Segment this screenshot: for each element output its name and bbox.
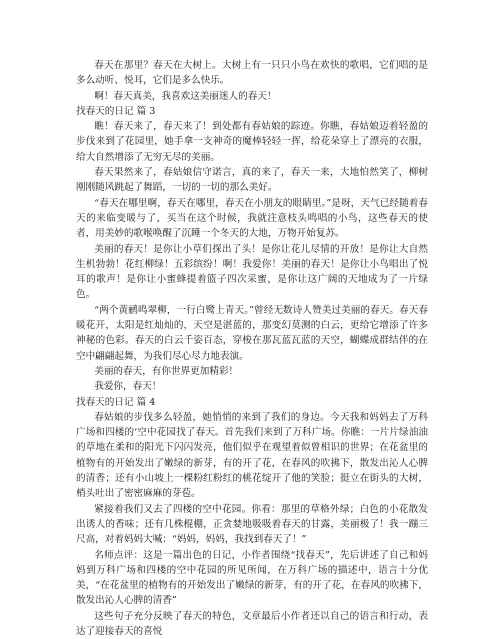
paragraph: 春天果然来了，春姑娘信守诺言，真的来了，春天一来，大地怕然笑了，柳树刚刚随风跳起了舞蹈，一切的一切的那么美好。 [76, 167, 428, 194]
section-heading: 找春天的日记 篇 4 [76, 396, 156, 408]
paragraph: 紧接着我们又去了四楼的空中花园。你看：那里的草格外绿；白色的小花散发出诱人的香味；还有几株棍棚，正贪婪地吸吸着春天的甘露，美丽极了！我一蹦三尺高，对着妈妈大喊：“妈妈，妈妈，我找到春天了！” [76, 503, 428, 546]
paragraph: 我爱你，春天！ [94, 381, 162, 393]
paragraph: “春天在哪里啊，春天在哪里，春天在小朋友的眼睛里。”是呀，天气已经随着春天的来临变暖与了，买当在这个时候，我就注意枝头鸣唱的小鸟，这些春天的使者，用美妙的歌喉唤醒了沉睡一个冬天的大地，万物开始复苏。 [76, 197, 428, 240]
document-page [76, 58, 428, 637]
paragraph: 春天在那里？春天在大树上。大树上有一只只小鸟在欢快的歌唱，它们唱的是多么动听、悦耳，它们是多么快乐。 [76, 60, 428, 87]
paragraph: 美丽的春天，有你世界更加精彩！ [94, 365, 239, 377]
paragraph: 瞧！春天来了，春天来了！到处都有春姑娘的踪迹。你瞧，春姑娘迈着轻盈的步伐来到了花园里，她手拿一支神奇的魔棒轻轻一挥，给花朵穿上了漂亮的衣服，给大自然增添了无穷无尽的美丽。 [76, 121, 428, 163]
paragraph: 名师点评：这是一篇出色的日记，小作者围绕“找春天”，先后讲述了自己和妈妈到万科广场和四楼的空中花园的所见所闻，在万科广场的描述中，语言十分优美，“在花盆里的植物有的开始发出了嫩绿的新芽，有的开了花，在春风的吹拂下，散发出沁人心脾的清香” [76, 549, 428, 607]
paragraph: 春姑娘的步伐多么轻盈，她悄悄的来到了我们的身边。今天我和妈妈去了万科广场和四楼的‘空中花园找了春天。首先我们来到了万科广场。你瞧：一片片绿油油的草地在柔和的阳光下闪闪发亮，他们似乎在观望着似曾相识的世界；在花盆里的植物有的开始发出了嫩绿的新芽，有的开了花，在春风的吹拂下，散发出沁人心脾的清香；还有小山坡上一棵粉红粉红的桃花绽开了他的笑脸；挺立在街头的大树，梢头吐出了密密麻麻的芽苞。 [76, 411, 428, 500]
section-heading: 找春天的日记 篇 3 [76, 105, 156, 117]
paragraph: 啊！春天真美，我喜欢这美丽迷人的春天！ [94, 90, 277, 102]
paragraph: 美丽的春天！是你让小草们探出了头！是你让花儿尽情的开放！是你让大自然生机勃勃！花红柳绿！五彩缤纷！啊！我爱你！美丽的春天！是你让小鸟唱出了悦耳的歌声！是你让小蜜蜂提着篮子四次采蜜，是你让这广阔的天地成为了一片绿色。 [76, 243, 428, 301]
paragraph: 这些句子充分反映了春天的特色，文章最后小作者还以自己的语言和行动，表达了迎接春天的喜悦 [76, 610, 428, 637]
paragraph: “两个黄鹂鸣翠柳，一行白鹭上青天。”曾经无数诗人赞美过美丽的春天。春天春暖花开，太阳是红灿灿的，天空是湛蓝的，那变幻莫测的白云，更给它增添了许多神秘的色彩。春天的白云千姿百态，穿梭在那瓦蓝瓦蓝的天空，蝴蝶成群结伴的在空中翩翩起舞，为我们尽心尽力地表演。 [76, 304, 428, 362]
